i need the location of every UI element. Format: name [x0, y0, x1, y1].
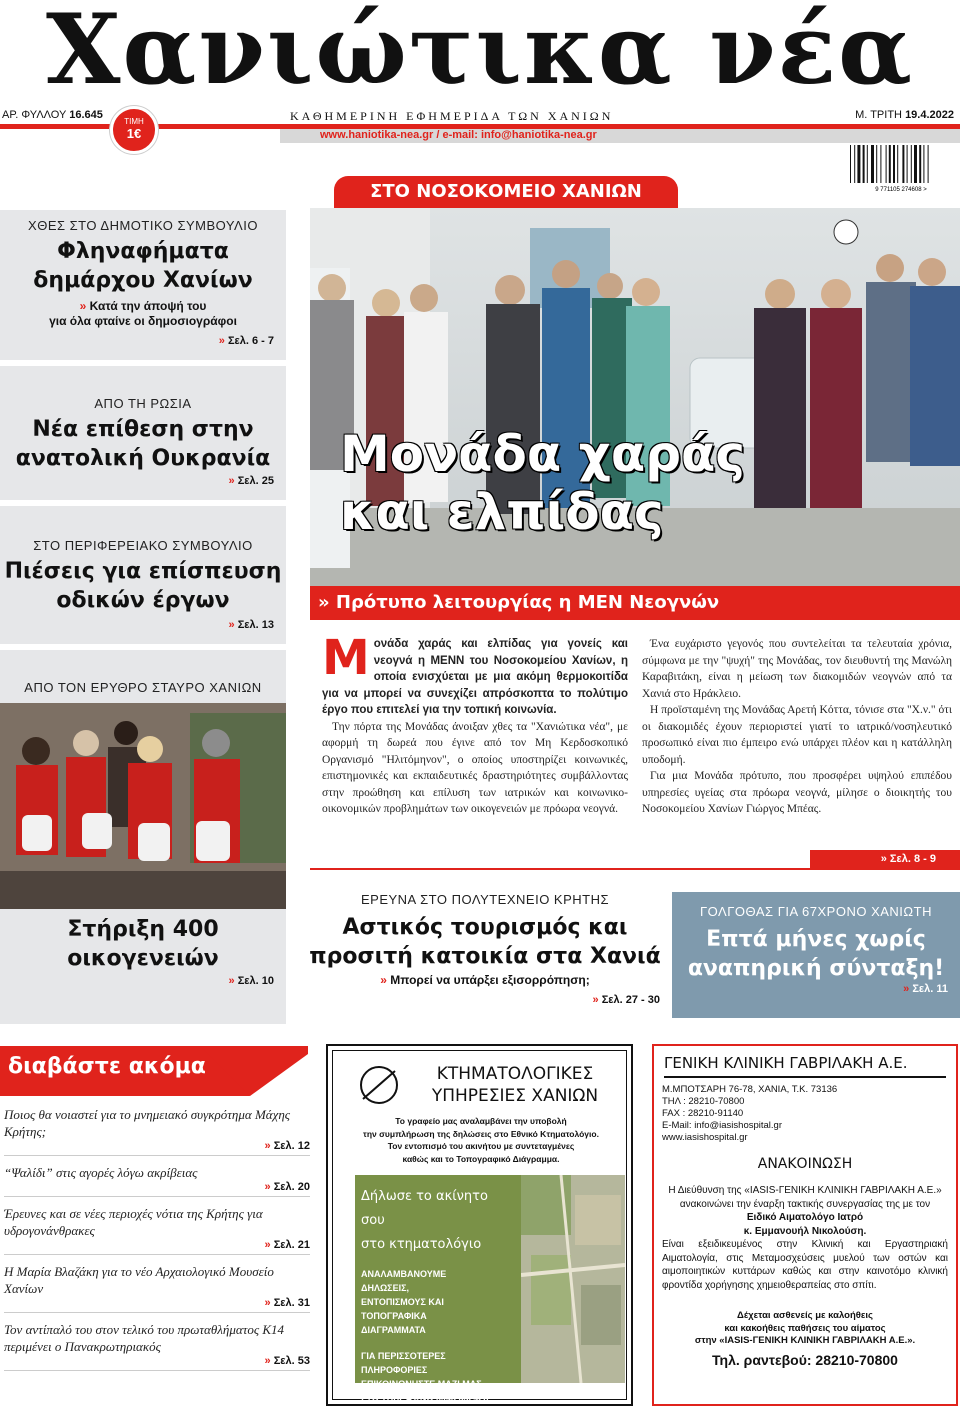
page-ref: Σελ. 21 — [273, 1239, 310, 1251]
clinic-website[interactable]: www.iasishospital.gr — [662, 1132, 748, 1143]
clinic-paragraph: Δέχεται ασθενείς με καλοήθεις — [737, 1310, 873, 1321]
sidebar-headline: Στήριξη 400 — [67, 917, 219, 942]
barcode-bar — [923, 145, 924, 183]
ad-info-line: ΣΤΟ ΤΗΛΕΦΩΝΟ 6945 652428 — [361, 1393, 489, 1403]
more-item[interactable]: “Ψαλίδι” στις αγορές λόγω ακρίβειας » Σελ. 20 — [4, 1164, 310, 1197]
more-item-text: Τον αντίπαλό του στον τελικό του πρωταθλήματος Κ14 περιμένει ο Πανακρωτηριακός — [4, 1322, 285, 1354]
page-ref: Σελ. 10 — [237, 975, 274, 987]
article-lead: ονάδα χαράς και ελπίδας για γονείς και νεογνά η ΜΕΝΝ του Νοσοκομείου Χανίων, η οποία ενισχύεται με μια ακόμη θερμοκοιτίδα για να μπορεί να συνεχίζει απρόσκοπτα το πολύτιμο έργο που επιτελεί για την τοπική κοινωνία. — [322, 638, 628, 716]
issue-value: 16.645 — [69, 109, 103, 121]
page-ref: Σελ. 25 — [237, 475, 274, 487]
ad-body-line: καθώς και το Τοπογραφικό Διάγραμμα. — [402, 1153, 560, 1164]
clinic-paragraph: στην «IASIS-ΓΕΝΙΚΗ ΚΛΙΝΙΚΗ ΓΑΒΡΙΛΑΚΗ Α.Ε.». — [694, 1335, 916, 1346]
section-tab: ΣΤΟ ΝΟΣΟΚΟΜΕΙΟ ΧΑΝΙΩΝ — [334, 176, 678, 208]
page-ref: Σελ. 13 — [237, 619, 274, 631]
sidebar-headline: Φληναφήματα — [57, 239, 229, 264]
sidebar-sub: Κατά την άποψή του — [89, 299, 207, 313]
ad-service-line: ΕΝΤΟΠΙΣΜΟΥΣ ΚΑΙ — [361, 1297, 444, 1307]
story-kicker: ΓΟΛΓΟΘΑΣ ΓΙΑ 67ΧΡΟΝΟ ΧΑΝΙΩΤΗ — [700, 904, 932, 919]
clinic-doctor-name: κ. Εμμανουήλ Νικολούση. — [743, 1225, 867, 1237]
red-cross-photo — [0, 703, 286, 909]
tagline: ΚΑΘΗΜΕΡΙΝΗ ΕΦΗΜΕΡΙΔΑ ΤΩΝ ΧΑΝΙΩΝ — [290, 109, 614, 123]
more-item-text: Η Μαρία Βλαζάκη για το νέο Αρχαιολογικό Μουσείο Χανίων — [4, 1264, 274, 1296]
ad-cta-line: Δήλωσε το ακίνητο σου — [361, 1189, 488, 1228]
barcode-bar — [867, 145, 868, 183]
article-paragraph: Την πόρτα της Μονάδας άνοιξαν χθες τα "Χανιώτικα νέα", με αφορμή τη δωρεά που έγινε από τον Μη Κερδοσκοπικό Οργανισμό "Ηλιτόμηνον", ο οποίος υποστηρίζει κοινωνικές, επιστημονικές και εκπαιδευτικές δραστηριότητες συμβάλλοντας στην προώθηση και επίλυση των ιατρικών και κοινωνικο-οικονομικών προβλημάτων των οικογενειών με πρόωρα νεογνά. — [322, 720, 628, 815]
story-headline: Επτά μήνες χωρίς — [706, 927, 926, 952]
more-item[interactable]: Τον αντίπαλό του στον τελικό του πρωταθλήματος Κ14 περιμένει ο Πανακρωτηριακός » Σελ. 53 — [4, 1321, 310, 1371]
main-headline-line-2: και ελπίδας — [340, 483, 664, 541]
story-sub: Μπορεί να υπάρξει εξισορρόπηση; — [390, 973, 590, 987]
page-ref: Σελ. 12 — [273, 1140, 310, 1152]
barcode-bar — [850, 145, 851, 183]
barcode-bar — [911, 145, 912, 183]
cadastre-logo-icon — [357, 1063, 401, 1107]
story-urban-tourism[interactable]: ΕΡΕΥΝΑ ΣΤΟ ΠΟΛΥΤΕΧΝΕΙΟ ΚΡΗΤΗΣ Αστικός τουρισμός και προσιτή κατοικία στα Χανιά » Μπορεί να υπάρξει εξισορρόπηση; » Σελ. 27 - 30 — [302, 892, 668, 1006]
more-header — [0, 1046, 308, 1096]
ad-body-line: Το γραφείο μας αναλαμβάνει την υποβολή — [395, 1116, 567, 1126]
ad-cadastre-title — [415, 1063, 615, 1107]
barcode-bar — [854, 145, 855, 183]
article-column-2 — [642, 636, 952, 818]
page-ref: Σελ. 53 — [273, 1355, 310, 1367]
ad-clinic[interactable] — [652, 1044, 958, 1406]
barcode-bar — [907, 145, 908, 183]
main-headline-line-1: Μονάδα χαράς — [340, 425, 746, 483]
ad-cadastre-body — [337, 1115, 625, 1165]
sidebar-kicker: ΧΘΕΣ ΣΤΟ ΔΗΜΟΤΙΚΟ ΣΥΜΒΟΥΛΙΟ — [28, 218, 258, 233]
more-item[interactable]: Ποιος θα νοιαστεί για το μνημειακό συγκρότημα Μάχης Κρήτης; » Σελ. 12 — [4, 1106, 310, 1156]
ad-title-line: ΥΠΗΡΕΣΙΕΣ ΧΑΝΙΩΝ — [431, 1086, 599, 1106]
clinic-paragraph: Η Διεύθυνση της «IASIS-ΓΕΝΙΚΗ ΚΛΙΝΙΚΗ ΓΑΒΡΙΛΑΚΗ Α.Ε.» ανακοινώνει την έναρξη τακτικής συνεργασίας της με τον — [668, 1185, 942, 1210]
aerial-map-image — [521, 1175, 625, 1383]
more-item[interactable]: Έρευνες και σε νέες περιοχές νότια της Κρήτης για υδρογονάνθρακες » Σελ. 21 — [4, 1205, 310, 1255]
barcode-bar — [893, 145, 895, 183]
more-title: διαβάστε ακόμα — [8, 1054, 206, 1079]
sidebar-headline: οικογενειών — [67, 946, 219, 971]
dropcap: Μ — [322, 630, 370, 686]
clinic-appointment-phone[interactable]: Τηλ. ραντεβού: 28210-70800 — [712, 1351, 898, 1368]
clinic-notice-title: ΑΝΑΚΟΙΝΩΣΗ — [757, 1156, 853, 1172]
clinic-fax: FAX : 28210-91140 — [662, 1108, 744, 1119]
ad-body-line: Τον εντοπισμό του ακινήτου με συντεταγμένες — [387, 1141, 575, 1151]
date-value: 19.4.2022 — [905, 109, 954, 121]
ad-cadastre[interactable] — [326, 1044, 633, 1406]
sidebar-story-1[interactable]: ΧΘΕΣ ΣΤΟ ΔΗΜΟΤΙΚΟ ΣΥΜΒΟΥΛΙΟ Φληναφήματα δημάρχου Χανίων » Κατά την άποψή του για όλα φταίνε οι δημοσιογράφοι » Σελ. 6 - 7 — [0, 210, 286, 360]
barcode-bar — [886, 145, 887, 183]
story-headline: προσιτή κατοικία στα Χανιά — [309, 944, 661, 969]
story-headline: Αστικός τουρισμός και — [342, 915, 628, 940]
sidebar-story-3[interactable]: ΣΤΟ ΠΕΡΙΦΕΡΕΙΑΚΟ ΣΥΜΒΟΥΛΙΟ Πιέσεις για επίσπευση οδικών έργων » Σελ. 13 — [0, 506, 286, 644]
article-paragraph: Ένα ευχάριστο γεγονός που συντελείται τα τελευταία χρόνια, σύμφωνα με την "ψυχή" της Μονάδας, τον διευθυντή της Μανώλη Καραβιτάκη, είναι η μείωση των διακομιδών νεογνών από τα Χανιά στο Ηράκλειο. — [642, 638, 952, 700]
story-pension[interactable]: ΓΟΛΓΟΘΑΣ ΓΙΑ 67ΧΡΟΝΟ ΧΑΝΙΩΤΗ Επτά μήνες χωρίς αναπηρική σύνταξη! » Σελ. 11 — [672, 892, 960, 1018]
contact-line[interactable]: www.haniotika-nea.gr / e-mail: info@haniotika-nea.gr — [320, 129, 597, 141]
ad-service-line: ΑΝΑΛΑΜΒΑΝΟΥΜΕ — [361, 1269, 447, 1279]
barcode-bar — [880, 145, 881, 183]
masthead-title: Χανιώτικα νέα — [46, 0, 914, 106]
page-ref: Σελ. 11 — [912, 983, 948, 995]
issue-label: ΑΡ. ΦΥΛΛΟΥ — [2, 109, 67, 121]
sidebar-headline: οδικών έργων — [56, 588, 230, 613]
main-subhead: » Πρότυπο λειτουργίας η ΜΕΝ Νεογνών — [310, 586, 960, 620]
barcode-bar — [897, 145, 898, 183]
ad-info-line: ΠΛΗΡΟΦΟΡΙΕΣ — [361, 1365, 428, 1375]
feature-rule — [310, 868, 960, 870]
more-item-text: “Ψαλίδι” στις αγορές λόγω ακρίβειας — [4, 1165, 198, 1180]
ad-service-line: ΔΗΛΩΣΕΙΣ, — [361, 1283, 409, 1293]
barcode-number: 9 771105 274608 > — [875, 187, 927, 193]
sidebar-kicker: ΑΠΟ ΤΟΝ ΕΡΥΘΡΟ ΣΤΑΥΡΟ ΧΑΝΙΩΝ — [24, 680, 262, 695]
price-label: ΤΙΜΗ — [124, 117, 144, 126]
page-ref: Σελ. 27 - 30 — [601, 994, 660, 1006]
barcode-bar — [928, 145, 929, 183]
sidebar-kicker: ΑΠΟ ΤΗ ΡΩΣΙΑ — [94, 396, 192, 411]
barcode-bar — [902, 145, 904, 183]
more-item[interactable]: Η Μαρία Βλαζάκη για το νέο Αρχαιολογικό Μουσείο Χανίων » Σελ. 31 — [4, 1263, 310, 1313]
barcode-bar — [871, 145, 874, 183]
ad-info-line: ΕΠΙΚΟΙΝΩΝΗΣΤΕ ΜΑΖΙ ΜΑΣ — [361, 1379, 482, 1389]
ad-service-line: ΔΙΑΓΡΑΜΜΑΤΑ — [361, 1325, 426, 1335]
ad-service-line: ΤΟΠΟΓΡΑΦΙΚΑ — [361, 1311, 427, 1321]
clinic-rule — [664, 1076, 946, 1078]
barcode-bar — [919, 145, 921, 183]
sidebar-headline: Πιέσεις για επίσπευση — [4, 559, 282, 584]
more-item-text: Έρευνες και σε νέες περιοχές νότια της Κρήτης για υδρογονάνθρακες — [4, 1206, 263, 1238]
barcode-bar — [876, 145, 877, 183]
date-label: Μ. ΤΡΙΤΗ — [855, 109, 902, 121]
barcode — [846, 145, 956, 193]
sidebar-headline: δημάρχου Χανίων — [33, 268, 253, 293]
ad-info-line: ΓΙΑ ΠΕΡΙΣΣΟΤΕΡΕΣ — [361, 1351, 446, 1361]
barcode-bar — [863, 145, 865, 183]
main-headline — [340, 425, 940, 541]
clinic-address: Μ.ΜΠΟΤΣΑΡΗ 76-78, ΧΑΝΙΑ, Τ.Κ. 73136 — [662, 1084, 838, 1095]
sidebar-headline: Νέα επίθεση στην — [32, 417, 254, 442]
ad-title-line: ΚΤΗΜΑΤΟΛΟΓΙΚΕΣ — [436, 1064, 594, 1084]
ad-cadastre-panel — [355, 1175, 521, 1403]
clinic-email[interactable]: E-Mail: info@iasishospital.gr — [662, 1120, 782, 1131]
more-item-text: Ποιος θα νοιαστεί για το μνημειακό συγκρότημα Μάχης Κρήτης; — [4, 1107, 291, 1139]
more-list — [0, 1098, 310, 1371]
article-paragraph: Η προϊσταμένη της Μονάδας Αρετή Κόττα, τόνισε στα "Χ.ν." ότι οι διακομιδές έχουν περιοριστεί γιατί το ιατρικό/νοσηλευτικό προσωπικό είναι πιο έμπειρο ενώ υπάρχει πλέον και η κατάλληλη υποδομή. — [642, 704, 952, 766]
barcode-bar — [914, 145, 917, 183]
issue-date — [855, 109, 954, 121]
page-ref: Σελ. 6 - 7 — [227, 335, 274, 347]
price-value: 1€ — [126, 126, 142, 141]
page-ref: Σελ. 31 — [273, 1297, 310, 1309]
article-paragraph: Για μια Μονάδα πρότυπο, που προσφέρει υψηλού επιπέδου υπηρεσίες υγείας στα πρόωρα νεογνά, μίλησε ο διοικητής του Νοσοκομείου Χανίων Γιώργος Μπέας. — [642, 770, 952, 815]
barcode-bar — [889, 145, 891, 183]
clinic-paragraph: Είναι εξειδικευμένος στην Κλινική και Εργαστηριακή Αιματολογία, στις Μεταμοσχεύσεις μυελού των οστών και αιμοποιητικών κυττάρων καθώς και στην καινοτόμο κλινική φροντίδα χορήγησης χημειοθεραπείας στο σπίτι. — [662, 1239, 948, 1291]
main-page-ref[interactable]: » Σελ. 8 - 9 — [810, 850, 960, 868]
price-badge — [110, 106, 158, 154]
sidebar-story-2[interactable]: ΑΠΟ ΤΗ ΡΩΣΙΑ Νέα επίθεση στην ανατολική Ουκρανία » Σελ. 25 — [0, 366, 286, 500]
ad-cta-line: στο κτηματολόγιο — [361, 1237, 482, 1252]
barcode-bar — [857, 145, 860, 183]
sidebar-sub: για όλα φταίνε οι δημοσιογράφοι — [49, 314, 237, 328]
issue-number — [2, 109, 103, 121]
sidebar-kicker: ΣΤΟ ΠΕΡΙΦΕΡΕΙΑΚΟ ΣΥΜΒΟΥΛΙΟ — [33, 538, 253, 553]
sidebar-story-4[interactable]: ΑΠΟ ΤΟΝ ΕΡΥΘΡΟ ΣΤΑΥΡΟ ΧΑΝΙΩΝ Στήριξη 400 οικογενειών » Σελ. 10 — [0, 650, 286, 1024]
article-column-1 — [322, 630, 628, 818]
sidebar-headline: ανατολική Ουκρανία — [15, 446, 271, 471]
clinic-phone: ΤΗΛ : 28210-70800 — [662, 1096, 745, 1107]
clinic-paragraph: και κακοήθεις παθήσεις του αίματος — [724, 1322, 886, 1334]
story-headline: αναπηρική σύνταξη! — [687, 956, 945, 981]
page-ref: Σελ. 20 — [273, 1181, 310, 1193]
ad-body-line: την συμπλήρωση της δηλώσεις στο Εθνικό Κτηματολόγιο. — [363, 1128, 599, 1139]
clinic-title: ΓΕΝΙΚΗ ΚΛΙΝΙΚΗ ΓΑΒΡΙΛΑΚΗ Α.Ε. — [664, 1054, 908, 1072]
clinic-doctor-role: Ειδικό Αιματολόγο Ιατρό — [746, 1212, 864, 1223]
story-kicker: ΕΡΕΥΝΑ ΣΤΟ ΠΟΛΥΤΕΧΝΕΙΟ ΚΡΗΤΗΣ — [360, 892, 610, 907]
